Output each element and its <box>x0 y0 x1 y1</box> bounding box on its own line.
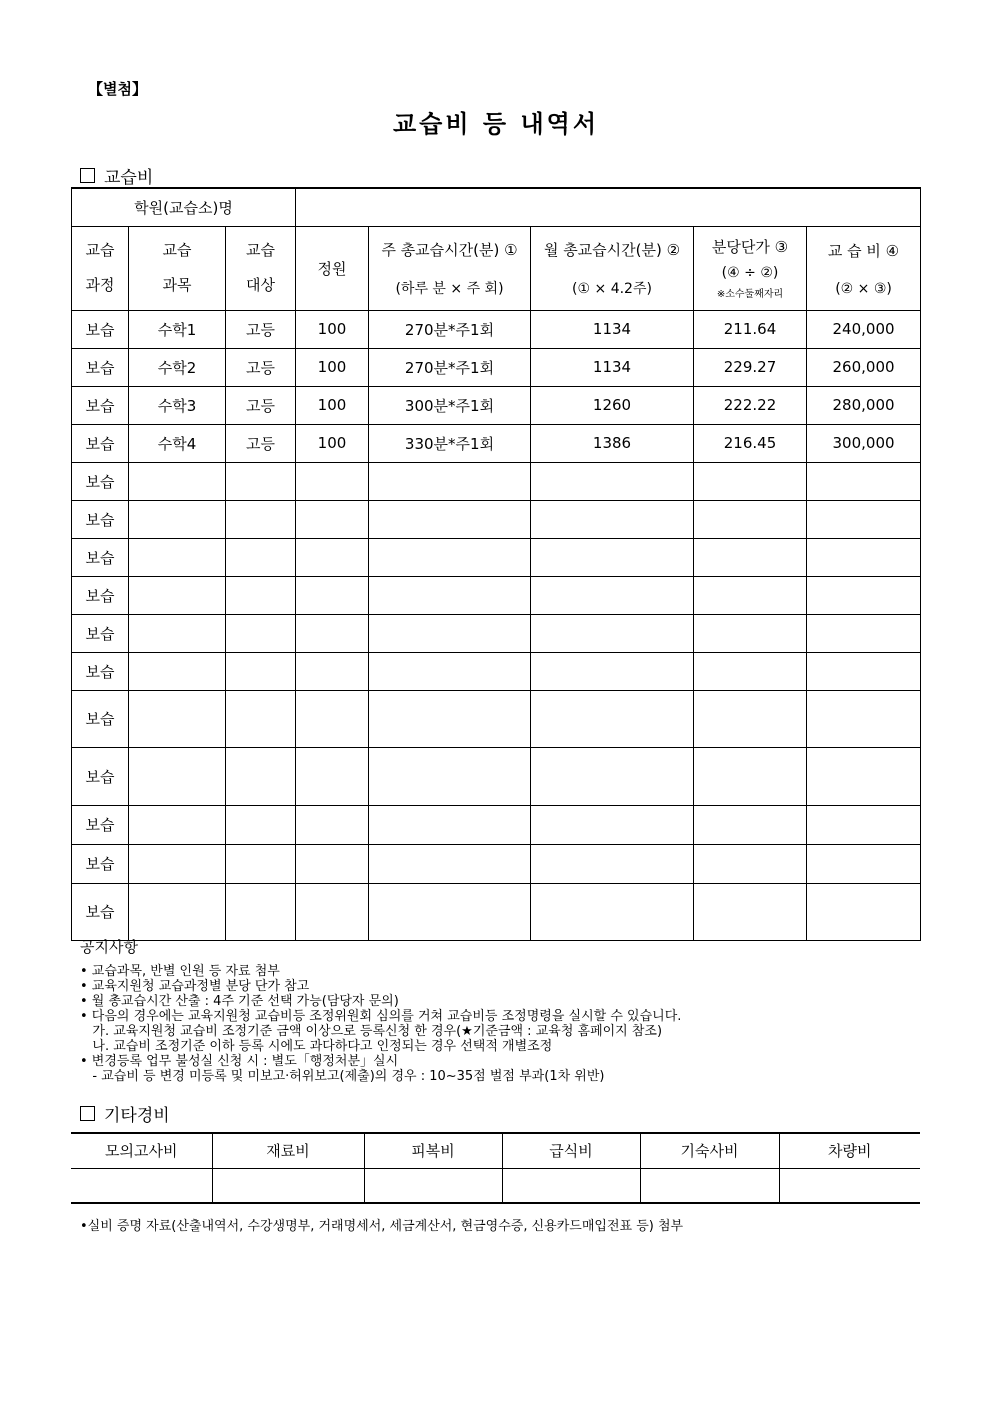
cell-monthly[interactable]: 1134 <box>531 310 694 348</box>
table-row <box>72 310 921 348</box>
cell-subject[interactable]: 수학4 <box>129 424 226 462</box>
cell-course[interactable]: 보습 <box>72 310 129 348</box>
header-target: 교습 대상 <box>226 226 296 310</box>
table-row <box>72 652 921 690</box>
cell-fee[interactable] <box>807 576 921 614</box>
cell-fee[interactable] <box>807 652 921 690</box>
other-value-cell[interactable] <box>640 1168 779 1203</box>
cell-course[interactable]: 보습 <box>72 747 129 805</box>
cell-monthly[interactable] <box>531 576 694 614</box>
cell-monthly[interactable]: 1134 <box>531 348 694 386</box>
section-other-expenses <box>80 1101 170 1126</box>
cell-monthly[interactable]: 1386 <box>531 424 694 462</box>
notice-item: 가. 교육지원청 교습비 조정기준 금액 이상으로 등록신청 한 경우(★기준금액 : 교육청 홈페이지 참조) <box>80 1024 663 1039</box>
cell-weekly[interactable]: 270분*주1회 <box>369 348 531 386</box>
header-monthly-hours: 월 총교습시간(분) ② (① × 4.2주) <box>531 226 694 310</box>
cell-target[interactable] <box>226 805 296 844</box>
cell-capacity[interactable]: 100 <box>296 348 369 386</box>
table-row <box>72 805 921 844</box>
notice-item: • 변경등록 업무 불성실 신청 시 : 별도「행정처분」실시 <box>80 1054 399 1069</box>
cell-weekly[interactable] <box>369 500 531 538</box>
table-row <box>72 576 921 614</box>
table-row <box>72 348 921 386</box>
section-tuition <box>80 163 153 188</box>
cell-target[interactable]: 고등 <box>226 424 296 462</box>
academy-name-value[interactable] <box>296 188 921 226</box>
other-header: 기숙사비 <box>640 1133 779 1168</box>
cell-monthly[interactable] <box>531 538 694 576</box>
cell-unit[interactable] <box>694 614 807 652</box>
header-course: 교습 과정 <box>72 226 129 310</box>
cell-monthly[interactable] <box>531 883 694 940</box>
table-row <box>72 424 921 462</box>
cell-unit[interactable] <box>694 652 807 690</box>
cell-capacity[interactable]: 100 <box>296 424 369 462</box>
notice-title: 공지사항 <box>80 938 138 956</box>
other-value-cell[interactable] <box>502 1168 640 1203</box>
cell-subject[interactable]: 수학1 <box>129 310 226 348</box>
tuition-table <box>71 187 921 941</box>
cell-unit[interactable] <box>694 538 807 576</box>
other-header: 모의고사비 <box>71 1133 212 1168</box>
cell-capacity[interactable] <box>296 844 369 883</box>
cell-capacity[interactable] <box>296 576 369 614</box>
cell-capacity[interactable]: 100 <box>296 386 369 424</box>
cell-weekly[interactable] <box>369 462 531 500</box>
cell-fee[interactable]: 260,000 <box>807 348 921 386</box>
cell-weekly[interactable] <box>369 576 531 614</box>
cell-course[interactable]: 보습 <box>72 652 129 690</box>
cell-unit[interactable] <box>694 576 807 614</box>
cell-subject[interactable] <box>129 747 226 805</box>
cell-unit[interactable] <box>694 690 807 747</box>
cell-monthly[interactable]: 1260 <box>531 386 694 424</box>
other-header: 피복비 <box>364 1133 502 1168</box>
table-row <box>72 844 921 883</box>
cell-capacity[interactable] <box>296 500 369 538</box>
cell-fee[interactable] <box>807 614 921 652</box>
table-row <box>72 747 921 805</box>
cell-course[interactable]: 보습 <box>72 500 129 538</box>
header-weekly-hours: 주 총교습시간(분) ① (하루 분 × 주 회) <box>369 226 531 310</box>
cell-monthly[interactable] <box>531 652 694 690</box>
cell-weekly[interactable] <box>369 883 531 940</box>
cell-target[interactable] <box>226 462 296 500</box>
cell-unit[interactable] <box>694 844 807 883</box>
cell-target[interactable] <box>226 883 296 940</box>
cell-subject[interactable] <box>129 844 226 883</box>
cell-target[interactable]: 고등 <box>226 348 296 386</box>
cell-subject[interactable] <box>129 652 226 690</box>
cell-fee[interactable] <box>807 805 921 844</box>
notice-list <box>80 964 940 1084</box>
cell-fee[interactable] <box>807 883 921 940</box>
cell-course[interactable]: 보습 <box>72 386 129 424</box>
cell-unit[interactable] <box>694 805 807 844</box>
notice-item: • 다음의 경우에는 교육지원청 교습비등 조정위원회 심의를 거쳐 교습비등 조정명령을 실시할 수 있습니다. <box>80 1009 682 1024</box>
cell-subject[interactable] <box>129 614 226 652</box>
cell-fee[interactable]: 280,000 <box>807 386 921 424</box>
academy-name-label: 학원(교습소)명 <box>72 188 296 226</box>
checkbox-square-icon <box>80 1106 95 1121</box>
table-row <box>72 500 921 538</box>
cell-subject[interactable] <box>129 690 226 747</box>
cell-course[interactable]: 보습 <box>72 462 129 500</box>
cell-capacity[interactable] <box>296 690 369 747</box>
cell-weekly[interactable]: 270분*주1회 <box>369 310 531 348</box>
table-row <box>72 538 921 576</box>
other-expenses-table <box>71 1132 920 1204</box>
cell-capacity[interactable] <box>296 747 369 805</box>
other-value-cell[interactable] <box>71 1168 212 1203</box>
cell-target[interactable] <box>226 576 296 614</box>
checkbox-square-icon <box>80 168 95 183</box>
cell-capacity[interactable] <box>296 805 369 844</box>
cell-course[interactable]: 보습 <box>72 538 129 576</box>
table-row <box>72 614 921 652</box>
cell-target[interactable] <box>226 500 296 538</box>
cell-unit[interactable] <box>694 462 807 500</box>
cell-course[interactable]: 보습 <box>72 844 129 883</box>
cell-capacity[interactable] <box>296 614 369 652</box>
cell-fee[interactable] <box>807 844 921 883</box>
cell-monthly[interactable] <box>531 500 694 538</box>
cell-fee[interactable] <box>807 538 921 576</box>
other-value-cell[interactable] <box>779 1168 920 1203</box>
cell-subject[interactable] <box>129 500 226 538</box>
cell-target[interactable] <box>226 844 296 883</box>
notice-item: • 월 총교습시간 산출 : 4주 기준 선택 가능(담당자 문의) <box>80 994 399 1009</box>
cell-subject[interactable] <box>129 576 226 614</box>
header-capacity: 정원 <box>296 226 369 310</box>
cell-unit[interactable]: 216.45 <box>694 424 807 462</box>
cell-subject[interactable] <box>129 462 226 500</box>
section-tuition-label: 교습비 <box>104 168 154 188</box>
other-value-cell[interactable] <box>364 1168 502 1203</box>
other-header: 재료비 <box>212 1133 364 1168</box>
cell-target[interactable] <box>226 538 296 576</box>
notice-item: 나. 교습비 조정기준 이하 등록 시에도 과다하다고 인정되는 경우 선택적 개별조정 <box>80 1039 553 1054</box>
cell-unit[interactable]: 211.64 <box>694 310 807 348</box>
cell-target[interactable]: 고등 <box>226 310 296 348</box>
table-row <box>72 386 921 424</box>
cell-monthly[interactable] <box>531 805 694 844</box>
cell-monthly[interactable] <box>531 614 694 652</box>
cell-fee[interactable] <box>807 690 921 747</box>
header-subject: 교습 과목 <box>129 226 226 310</box>
table-row <box>72 690 921 747</box>
page-title: 교습비 등 내역서 <box>393 110 599 138</box>
cell-weekly[interactable] <box>369 652 531 690</box>
table-row <box>72 883 921 940</box>
cell-monthly[interactable] <box>531 462 694 500</box>
other-header: 차량비 <box>779 1133 920 1168</box>
cell-weekly[interactable] <box>369 747 531 805</box>
cell-course[interactable]: 보습 <box>72 348 129 386</box>
cell-target[interactable] <box>226 747 296 805</box>
cell-subject[interactable] <box>129 805 226 844</box>
cell-subject[interactable] <box>129 538 226 576</box>
cell-subject[interactable] <box>129 883 226 940</box>
cell-target[interactable] <box>226 614 296 652</box>
notice-item: - 교습비 등 변경 미등록 및 미보고·허위보고(제출)의 경우 : 10~35점 벌점 부과(1차 위반) <box>80 1069 605 1084</box>
cell-target[interactable] <box>226 652 296 690</box>
header-unit-price: 분당단가 ③ (④ ÷ ②) ※소수둘째자리 <box>694 226 807 310</box>
cell-weekly[interactable] <box>369 614 531 652</box>
cell-capacity[interactable]: 100 <box>296 310 369 348</box>
cell-monthly[interactable] <box>531 747 694 805</box>
cell-unit[interactable]: 222.22 <box>694 386 807 424</box>
cell-fee[interactable]: 240,000 <box>807 310 921 348</box>
header-fee: 교 습 비 ④ (② × ③) <box>807 226 921 310</box>
cell-course[interactable]: 보습 <box>72 424 129 462</box>
other-value-cell[interactable] <box>212 1168 364 1203</box>
cell-subject[interactable]: 수학3 <box>129 386 226 424</box>
attachment-label: 【별첨】 <box>88 80 147 98</box>
cell-weekly[interactable] <box>369 844 531 883</box>
cell-capacity[interactable] <box>296 652 369 690</box>
cell-monthly[interactable] <box>531 844 694 883</box>
cell-target[interactable] <box>226 690 296 747</box>
cell-unit[interactable] <box>694 747 807 805</box>
cell-course[interactable]: 보습 <box>72 805 129 844</box>
cell-weekly[interactable] <box>369 690 531 747</box>
notice-section <box>80 940 940 1084</box>
cell-fee[interactable] <box>807 747 921 805</box>
notice-item: • 교습과목, 반별 인원 등 자료 첨부 <box>80 964 280 979</box>
cell-capacity[interactable] <box>296 883 369 940</box>
cell-unit[interactable]: 229.27 <box>694 348 807 386</box>
table-row <box>72 462 921 500</box>
footer-note: •실비 증명 자료(산출내역서, 수강생명부, 거래명세서, 세금계산서, 현금영수증, 신용카드매입전표 등) 첨부 <box>80 1219 684 1234</box>
cell-capacity[interactable] <box>296 538 369 576</box>
cell-weekly[interactable] <box>369 538 531 576</box>
cell-fee[interactable] <box>807 462 921 500</box>
cell-subject[interactable]: 수학2 <box>129 348 226 386</box>
cell-capacity[interactable] <box>296 462 369 500</box>
cell-target[interactable]: 고등 <box>226 386 296 424</box>
cell-monthly[interactable] <box>531 690 694 747</box>
cell-fee[interactable]: 300,000 <box>807 424 921 462</box>
cell-weekly[interactable]: 330분*주1회 <box>369 424 531 462</box>
cell-unit[interactable] <box>694 883 807 940</box>
cell-course[interactable]: 보습 <box>72 614 129 652</box>
cell-fee[interactable] <box>807 500 921 538</box>
notice-item: • 교육지원청 교습과정별 분당 단가 참고 <box>80 979 310 994</box>
cell-course[interactable]: 보습 <box>72 576 129 614</box>
cell-course[interactable]: 보습 <box>72 883 129 940</box>
cell-course[interactable]: 보습 <box>72 690 129 747</box>
cell-weekly[interactable] <box>369 805 531 844</box>
cell-unit[interactable] <box>694 500 807 538</box>
cell-weekly[interactable]: 300분*주1회 <box>369 386 531 424</box>
other-header: 급식비 <box>502 1133 640 1168</box>
section-other-label: 기타경비 <box>104 1106 170 1126</box>
